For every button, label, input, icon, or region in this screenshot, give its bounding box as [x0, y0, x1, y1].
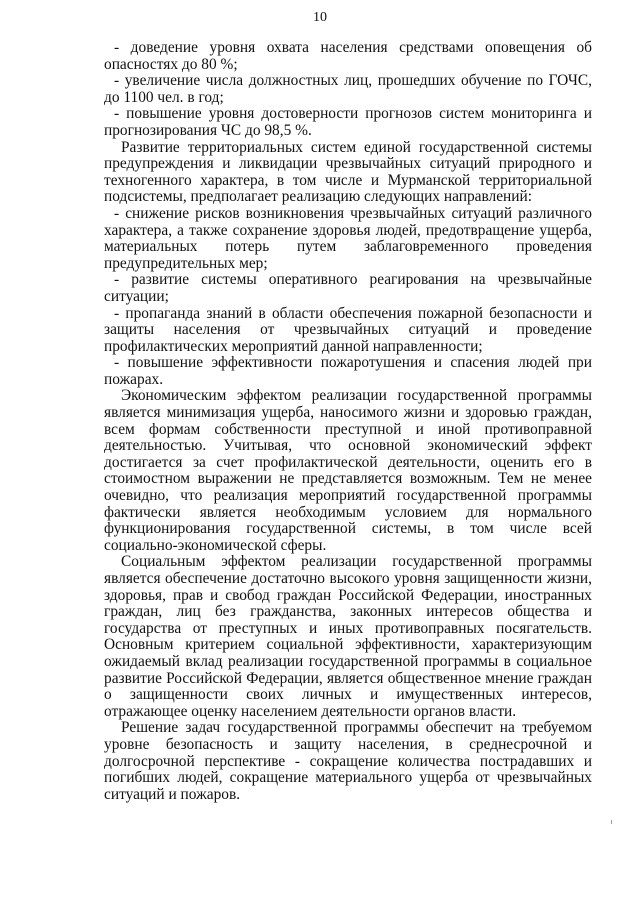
list-item-risk-reduction: - снижение рисков возникновения чрезвычайных ситуаций различного характера, а также сохранение здоровья людей, предотвращение ущерба, материальных потерь путем заблаговременного проведения предупредительных мер; [104, 204, 592, 272]
scan-margin-mark [611, 820, 612, 824]
paragraph-program-outcome: Решение задач государственной программы обеспечит на требуемом уровне безопасность и защиту населения, в среднесрочной и долгосрочной перспективе - сокращение количества пострадавших и погибших людей, сокращение материального ущерба от чрезвычайных ситуаций и пожаров. [104, 719, 592, 803]
list-item-rapid-response: - развитие системы оперативного реагирования на чрезвычайные ситуации; [104, 271, 592, 305]
page-number: 10 [313, 10, 327, 25]
list-item-firefighting-efficiency: - повышение эффективности пожаротушения и спасения людей при пожарах. [104, 354, 592, 388]
paragraph-social-effect: Социальным эффектом реализации государственной программы является обеспечение достаточно высокого уровня защищенности жизни, здоровья, прав и свобод граждан Российской Федерации, иностранных граждан, лиц без гражданства, законных интересов общества и государства от преступных и иных противоправных посягательств. Основным критерием социальной эффективности, характеризующим ожидаемый вклад реализации государственной программы в социальное развитие Российской Федерации, является общественное мнение граждан о защищенности своих личных и имущественных интересов, отражающее оценку населением деятельности органов власти. [104, 553, 592, 720]
document-body [104, 40, 592, 803]
list-item-forecast-reliability: - повышение уровня достоверности прогнозов систем мониторинга и прогнозирования ЧС до 98,5 %. [104, 105, 592, 139]
paragraph-economic-effect: Экономическим эффектом реализации государственной программы является минимизация ущерба, наносимого жизни и здоровью граждан, всем формам собственности преступной и иной противоправной деятельностью. Учитывая, что основной экономический эффект достигается за счет профилактической деятельности, оценить его в стоимостном выражении не представляется возможным. Тем не менее очевидно, что реализация мероприятий государственной программы фактически является необходимым условием для нормального функционирования государственной системы, в том числе всей социально-экономической сферы. [104, 387, 592, 554]
list-item-notification-coverage: - доведение уровня охвата населения средствами оповещения об опасностях до 80 %; [104, 39, 592, 73]
list-item-fire-safety-awareness: - пропаганда знаний в области обеспечения пожарной безопасности и защиты населения от чрезвычайных ситуаций и проведение профилактических мероприятий данной направленности; [104, 304, 592, 355]
list-item-training-officials: - увеличение числа должностных лиц, прошедших обучение по ГОЧС, до 1100 чел. в год; [104, 72, 592, 106]
paragraph-territorial-systems: Развитие территориальных систем единой государственной системы предупреждения и ликвидации чрезвычайных ситуаций природного и техногенного характера, в том числе и Мурманской территориальной подсистемы, предполагает реализацию следующих направлений: [104, 138, 592, 206]
